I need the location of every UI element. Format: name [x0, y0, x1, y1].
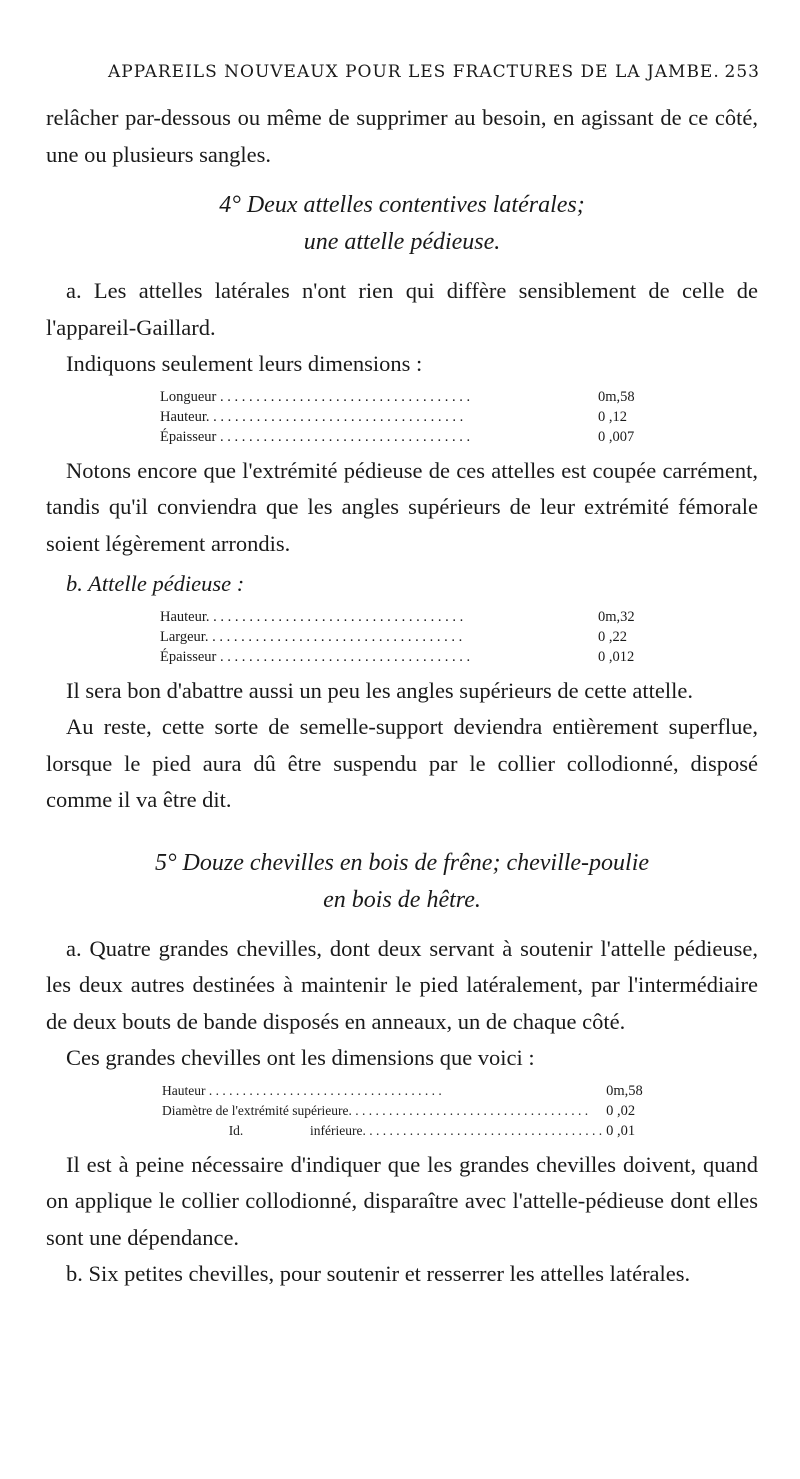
dimension-label: Hauteur. . . . [160, 407, 594, 427]
running-head [108, 62, 760, 82]
body-text [46, 100, 758, 1293]
table-row [162, 1101, 643, 1121]
table-row [162, 1121, 643, 1141]
dimension-value: 0 ,007 [598, 428, 635, 445]
dimension-value: 0 ,22 [598, 628, 627, 645]
paragraph: Il sera bon d'abattre aussi un peu les angles supérieurs de cette attelle. [66, 677, 693, 703]
paragraph: a. Les attelles latérales n'ont rien qui diffère sensiblement de celle de l'appareil-Gaillard. [46, 278, 758, 340]
dimensions-table-pegs [162, 1081, 643, 1141]
paragraph: relâcher par-dessous ou même de supprimer au besoin, en agissant de ce côté, une ou plusieurs sangles. [46, 105, 758, 167]
paragraph: Il est à peine nécessaire d'indiquer que les grandes chevilles doivent, quand on applique le collier collodionné, disparaître avec l'attelle-pédieuse dont elles sont une dépendance. [46, 1151, 758, 1250]
dimensions-table-lateral [160, 387, 635, 447]
running-title: APPAREILS NOUVEAUX POUR LES FRACTURES DE LA JAMBE. [108, 62, 720, 82]
dimension-label: Largeur. . . . [160, 627, 594, 647]
dimension-value: 0 ,01 [606, 1122, 636, 1139]
table-row [162, 1081, 643, 1101]
dimension-label: Longueur . . . [160, 387, 594, 407]
dimension-label: Épaisseur . . . [160, 427, 594, 447]
dimensions-table-pedal [160, 607, 635, 667]
heading-line: en bois de hêtre. [323, 886, 481, 913]
heading-line: une attelle pédieuse. [303, 229, 501, 255]
dimension-value: 0 ,02 [606, 1102, 636, 1119]
paragraph: Au reste, cette sorte de semelle-support deviendra entièrement superflue, lorsque le pied aura dû être suspendu par le collier collodionné, disposé comme il va être dit. [46, 714, 758, 812]
paragraph: Indiquons seulement leurs dimensions : [66, 351, 423, 376]
paragraph: b. Six petites chevilles, pour soutenir et resserrer les attelles latérales. [66, 1261, 691, 1286]
section-heading-5 [46, 845, 758, 919]
dimension-label: inférieure. [310, 1122, 366, 1138]
table-row [160, 647, 635, 667]
heading-line: 4° Deux attelles contentives latérales; [219, 192, 585, 218]
dimension-value: 0m,58 [598, 388, 635, 405]
dimension-value: 0 ,012 [598, 648, 635, 665]
table-row [160, 607, 635, 627]
subsection-title: b. Attelle pédieuse : [66, 571, 245, 596]
table-row [160, 407, 635, 427]
heading-line: 5° Douze chevilles en bois de frêne; cheville-poulie [154, 849, 650, 876]
table-row [160, 627, 635, 647]
paragraph: a. Quatre grandes chevilles, dont deux servant à soutenir l'attelle pédieuse, les deux autres destinées à maintenir le pied latéralement, par l'intermédiaire de deux bouts de bande disposés en anneaux, un de chaque côté. [46, 935, 758, 1034]
dimension-label: Hauteur. . . . [160, 607, 594, 627]
table-row [160, 387, 635, 407]
dimension-label: Diamètre de l'extrémité supérieure. . . . [162, 1101, 602, 1121]
dimension-label: Épaisseur . . . [160, 647, 594, 667]
paragraph: Ces grandes chevilles ont les dimensions que voici : [66, 1045, 535, 1070]
dimension-value: 0m,58 [606, 1082, 643, 1099]
section-heading-4 [46, 187, 758, 261]
paragraph: Notons encore que l'extrémité pédieuse de ces attelles est coupée carrément, tandis qu'il conviendra que les angles supérieurs de leur extrémité fémorale soient légèrement arrondis. [46, 457, 758, 556]
dimension-value: 0 ,12 [598, 408, 627, 425]
table-row [160, 427, 635, 447]
ditto-label: Id. [228, 1122, 244, 1138]
dimension-label: Hauteur . . . [162, 1081, 602, 1101]
dimension-label-cell [162, 1121, 602, 1141]
dimension-value: 0m,32 [598, 608, 635, 625]
page-number: 253 [724, 62, 760, 82]
